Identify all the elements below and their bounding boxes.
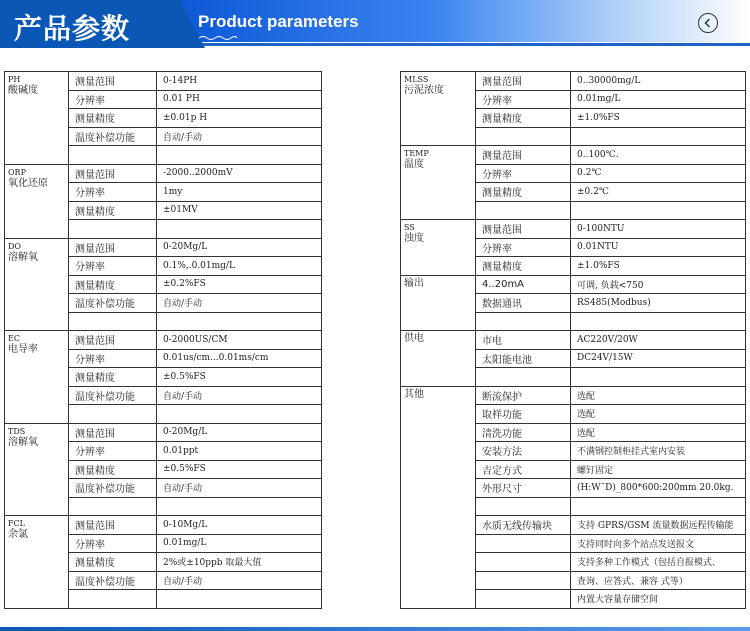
table-row [5,516,322,535]
parameter-label: 吉定方式 [476,460,571,479]
left-parameters-table [4,71,322,609]
parameter-value: 查询、应答式、兼容 式等） [571,571,746,590]
parameter-value: 自动/手动 [157,571,322,590]
category-code: FCL [8,519,25,528]
parameter-label: 测量精度 [476,183,571,202]
category-name: 其他 [404,388,424,400]
category-name: 余氯 [8,529,28,540]
parameter-label: 4..20mA [476,275,571,294]
parameter-label: 温度补偿功能 [69,127,157,146]
category-name: 温度 [404,159,424,170]
parameter-value: 选配 [571,386,746,405]
table-row [5,238,322,257]
parameter-label [69,405,157,424]
parameter-label: 测量精度 [69,201,157,220]
parameter-category [5,423,69,516]
parameter-value [157,220,322,239]
parameter-category [5,238,69,331]
parameter-value: 0..30000mg/L [571,72,746,91]
parameter-label: 测量范围 [69,72,157,91]
parameter-value: 支持多种工作模式（包括自报模式、 [571,553,746,572]
parameter-value: 选配 [571,405,746,424]
parameter-value: 0.01mg/L [157,534,322,553]
parameter-label: 测量范围 [476,220,571,239]
parameter-label [476,127,571,146]
parameter-value: 选配 [571,423,746,442]
parameter-category [5,164,69,238]
parameter-value: 0.01 PH [157,90,322,109]
parameter-value: 0-2000US/CM [157,331,322,350]
parameter-value: 自动/手动 [157,479,322,498]
parameter-value: 自动/手动 [157,294,322,313]
parameter-value: 0.01mg/L [571,90,746,109]
parameter-label: 测量精度 [69,109,157,128]
parameter-label: 分辨率 [69,257,157,276]
parameter-value: 0-20Mg/L [157,423,322,442]
parameter-value: ±01MV [157,201,322,220]
parameter-value: 可调, 负载<750 [571,275,746,294]
parameter-category [5,516,69,609]
parameter-category [5,331,69,424]
parameter-value: (H:W˜D)_800*600:200mm 20.0kg. [571,479,746,498]
parameter-category [5,72,69,165]
parameter-value: 自动/手动 [157,127,322,146]
table-row [5,331,322,350]
parameter-value: ±0.2℃ [571,183,746,202]
parameter-value [571,497,746,516]
parameter-label: 分辨率 [476,90,571,109]
parameter-label: 清洗功能 [476,423,571,442]
parameter-category [401,275,476,331]
parameter-label: 分辨率 [69,183,157,202]
parameter-value [157,497,322,516]
parameter-value: 0..100℃. [571,146,746,165]
parameter-category [401,220,476,276]
parameter-label: 外形尺寸 [476,479,571,498]
back-button[interactable] [698,13,718,33]
parameter-label: 测量范围 [476,146,571,165]
parameter-label: 安装方法 [476,442,571,461]
parameter-value [157,590,322,609]
parameter-value: ±0.5%FS [157,368,322,387]
parameter-value [571,312,746,331]
page-title-cn: 产品参数 [14,12,131,45]
parameter-value: 1my [157,183,322,202]
parameter-value: 0.01ppt [157,442,322,461]
parameter-value: 0.1%,.0.01mg/L [157,257,322,276]
parameter-value: -2000..2000mV [157,164,322,183]
parameter-label: 太阳能电池 [476,349,571,368]
table-row [401,275,746,294]
parameter-value: 内置大容量存储空间 [571,590,746,609]
table-row [5,164,322,183]
parameter-label: 分辨率 [69,90,157,109]
category-code: MLSS [404,75,429,84]
category-name: 氧化还原 [8,177,48,189]
parameter-value [157,312,322,331]
parameter-label [476,312,571,331]
parameter-value: 自动/手动 [157,386,322,405]
category-name: 浊度 [404,233,424,244]
parameter-label [69,312,157,331]
header-underline [190,43,750,46]
table-row [401,220,746,239]
parameter-value: ±1.0%FS [571,257,746,276]
parameter-value [571,201,746,220]
category-name: 溶解氧 [8,251,38,263]
parameter-label: 测量范围 [69,331,157,350]
parameter-category [401,331,476,387]
category-name: 酸碱度 [8,85,38,96]
bottom-accent-bar [0,627,750,631]
parameter-category [401,146,476,220]
parameter-label: 分辨率 [69,442,157,461]
parameter-label: 测量精度 [476,257,571,276]
parameter-value: AC220V/20W [571,331,746,350]
parameter-value: 0-20Mg/L [157,238,322,257]
table-row [5,423,322,442]
category-name: 供电 [404,333,424,344]
table-row [5,72,322,91]
parameter-label: 测量范围 [69,164,157,183]
parameter-value: 0-10Mg/L [157,516,322,535]
parameter-value: 2%或±10ppb 取最大值 [157,553,322,572]
parameter-value: 0.01us/cm...0.01ms/cm [157,349,322,368]
parameter-label: 温度补偿功能 [69,386,157,405]
parameter-value: 0-100NTU [571,220,746,239]
parameter-value [571,127,746,146]
table-row [401,331,746,350]
category-code: SS [404,223,415,232]
parameter-value: ±0.5%FS [157,460,322,479]
parameter-label: 水质无线传输块 [476,516,571,535]
category-code: ORP [8,167,26,177]
parameter-label: 温度补偿功能 [69,571,157,590]
parameter-label: 测量范围 [69,423,157,442]
parameter-label: 市电 [476,331,571,350]
parameter-label: 测量精度 [69,275,157,294]
parameter-label [476,497,571,516]
parameter-label: 分辨率 [69,349,157,368]
parameter-label: 取样功能 [476,405,571,424]
parameter-label: 温度补偿功能 [69,294,157,313]
category-code: EC [8,334,20,343]
category-name: 溶解氧 [8,436,38,448]
parameter-category [401,72,476,146]
parameter-value [157,405,322,424]
parameter-value [157,146,322,165]
parameter-label: 数据通讯 [476,294,571,313]
parameter-value: RS485(Modbus) [571,294,746,313]
parameter-label [476,201,571,220]
right-parameters-table [400,71,746,609]
parameter-label: 分辨率 [476,238,571,257]
parameter-value: ±0.2%FS [157,275,322,294]
category-code: PH [8,75,21,84]
parameter-label: 测量范围 [476,72,571,91]
parameter-value: 0.2℃ [571,164,746,183]
table-row [401,386,746,405]
category-name: 电导率 [8,344,38,355]
parameter-label: 断流保护 [476,386,571,405]
parameter-label: 测量范围 [69,516,157,535]
parameter-value: ±1.0%FS [571,109,746,128]
parameter-label: 测量精度 [69,553,157,572]
parameter-label: 测量范围 [69,238,157,257]
parameter-value: DC24V/15W [571,349,746,368]
parameter-label [476,571,571,590]
parameter-label [476,368,571,387]
parameter-label [476,534,571,553]
parameter-value: 支持同时向多个站点发送报文 [571,534,746,553]
parameter-label [476,590,571,609]
parameter-label [476,553,571,572]
parameter-label [69,590,157,609]
parameter-label [69,146,157,165]
table-row [401,72,746,91]
table-row [401,146,746,165]
parameter-label: 测量精度 [69,368,157,387]
parameter-value [571,368,746,387]
parameter-label [69,497,157,516]
parameter-value: 0.01NTU [571,238,746,257]
category-code: TEMP [404,149,429,158]
parameter-value: 支持 GPRS/GSM 流量数据远程传输能 [571,516,746,535]
category-code: TDS [8,426,26,436]
page-title-en: Product parameters [198,12,359,31]
category-name: 输出 [404,277,424,289]
parameter-label: 测量精度 [476,109,571,128]
parameter-category [401,386,476,608]
category-name: 污泥浓度 [404,85,444,96]
parameter-value: 0-14PH [157,72,322,91]
parameter-label: 分辨率 [476,164,571,183]
parameter-label: 分辨率 [69,534,157,553]
parameter-label [69,220,157,239]
page-header [0,0,750,48]
parameter-label: 测量精度 [69,460,157,479]
parameter-value: 不满钢控制柜挂式室内安装 [571,442,746,461]
decorative-squiggle-icon [198,35,238,41]
parameter-value: ±0.01p H [157,109,322,128]
category-code: DO [8,241,21,251]
parameter-value: 螺钉固定 [571,460,746,479]
parameter-label: 温度补偿功能 [69,479,157,498]
chevron-left-icon [703,18,713,28]
